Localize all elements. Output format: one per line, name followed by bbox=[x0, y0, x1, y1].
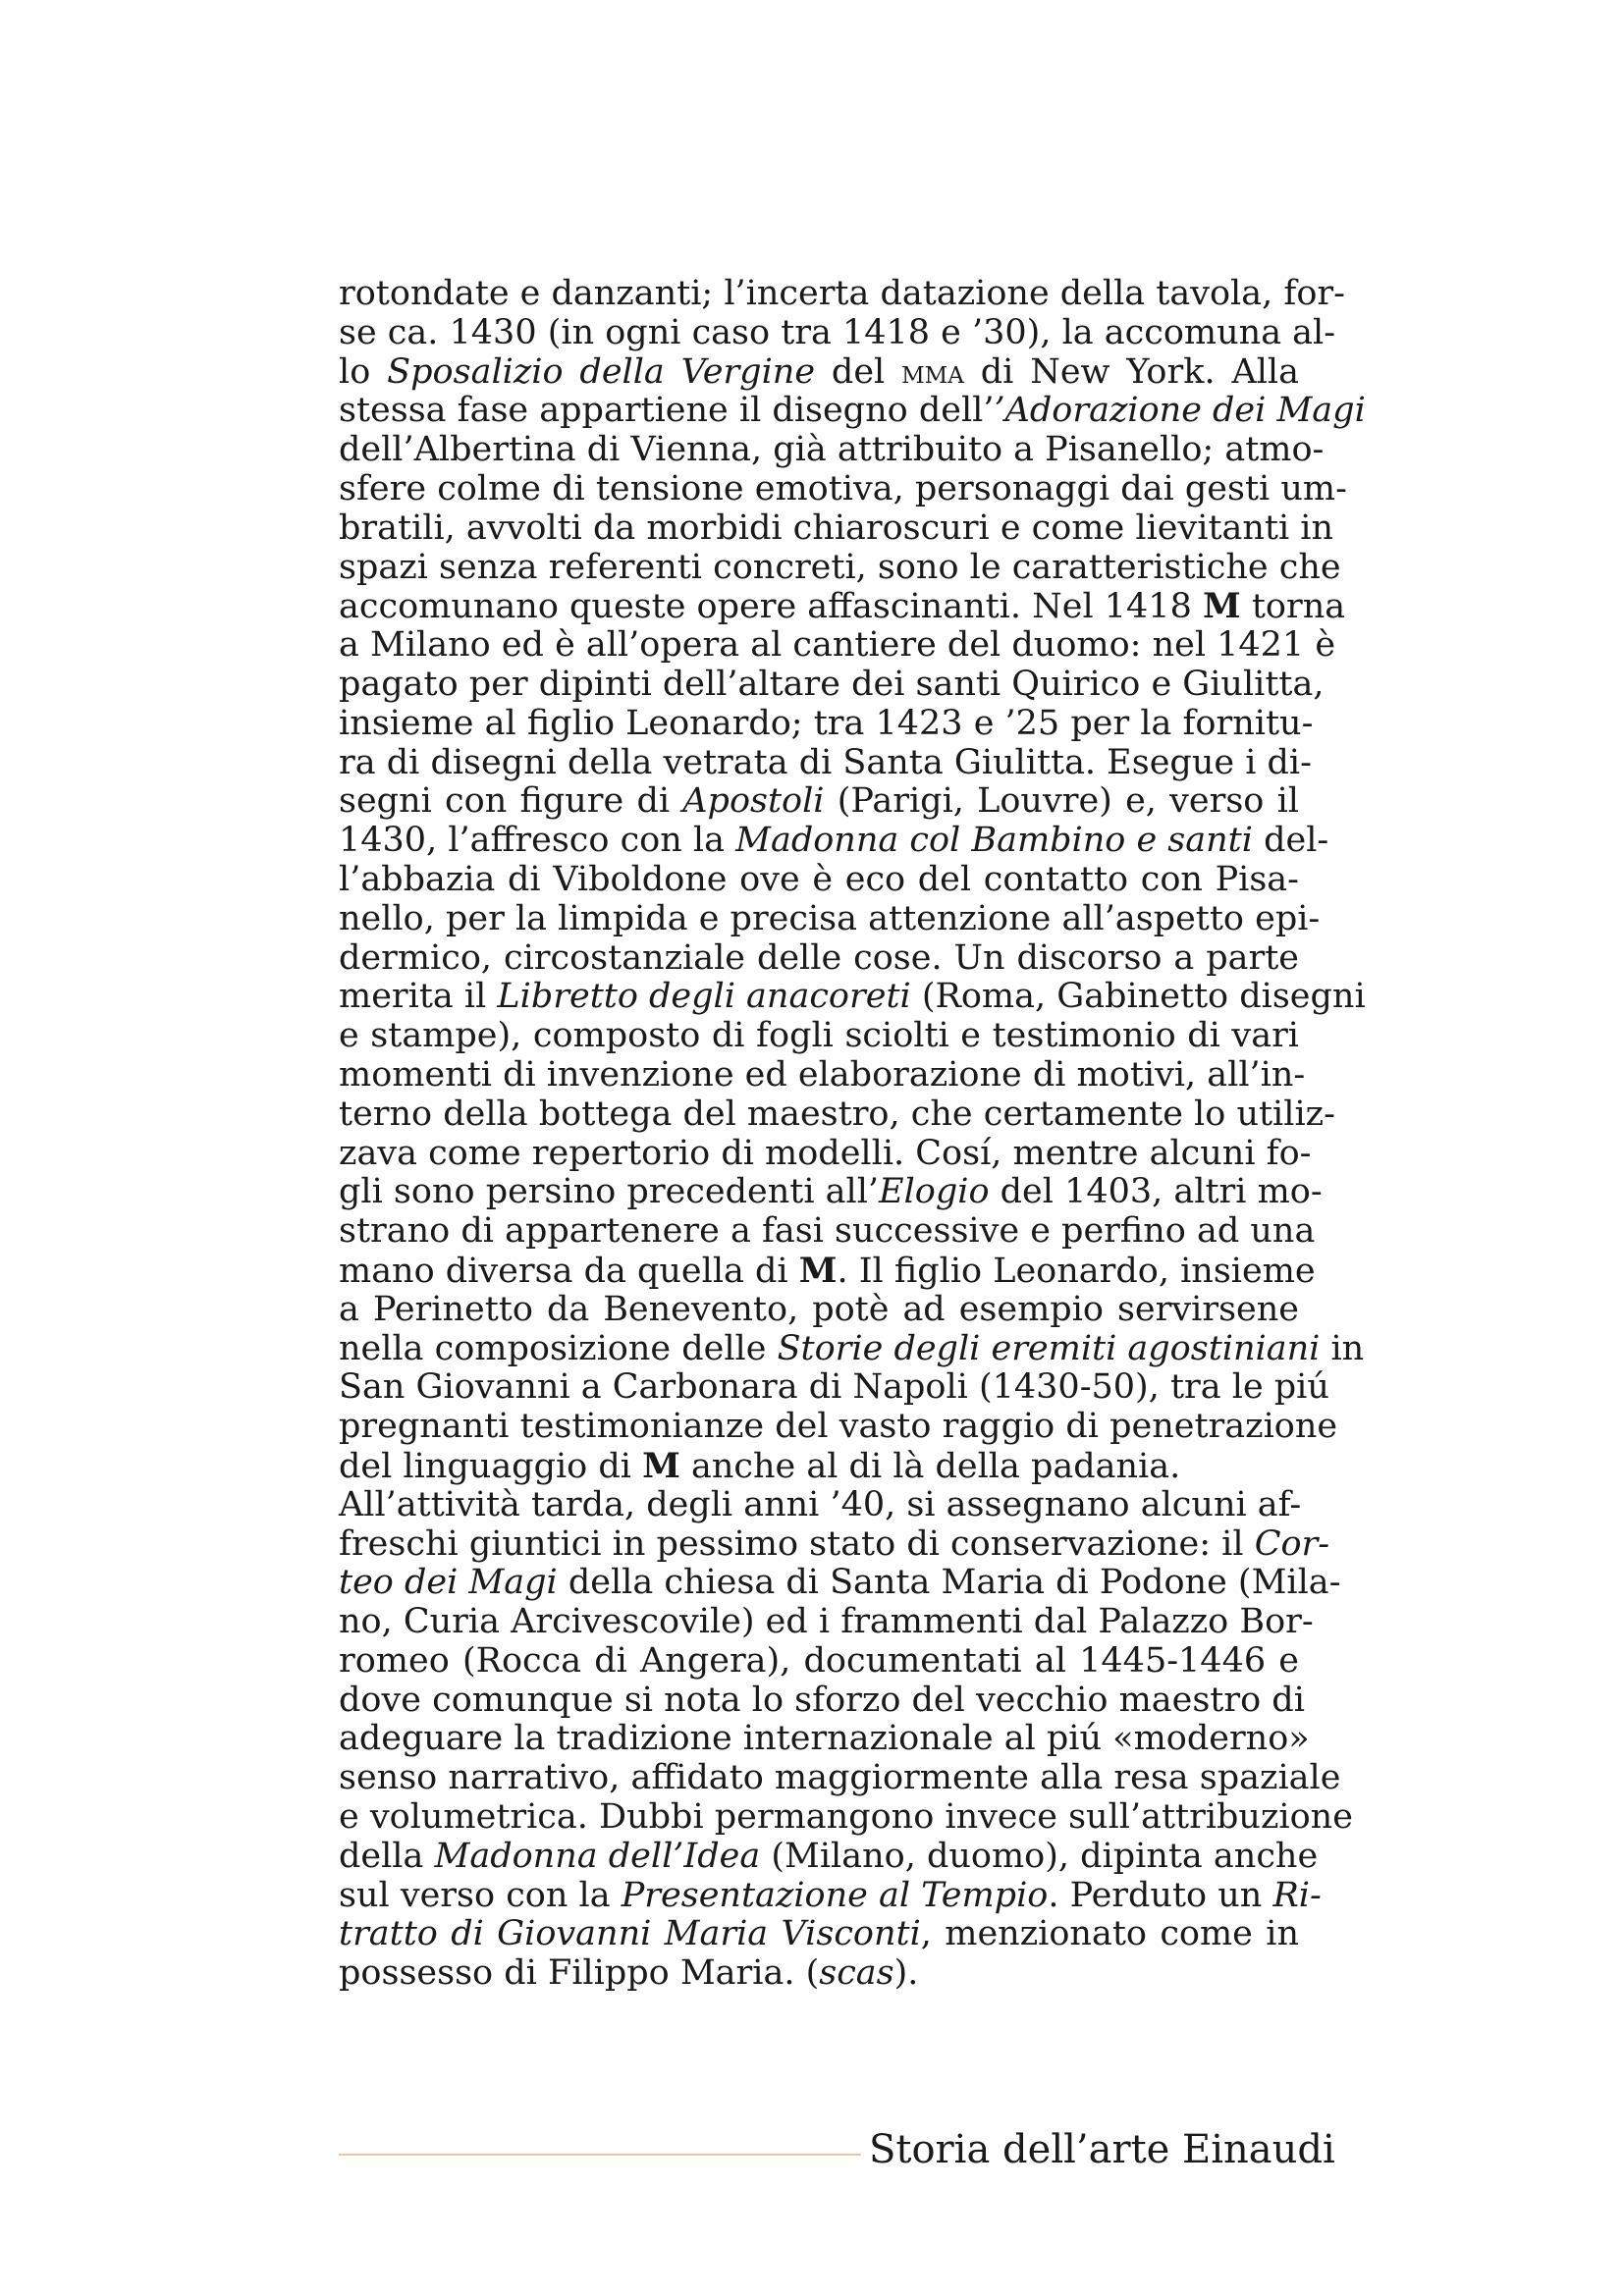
text-line bbox=[339, 1680, 1305, 1721]
text-span: torna bbox=[1240, 587, 1346, 627]
italic-text: Cor- bbox=[1254, 1523, 1330, 1564]
italic-text: ’Adorazione dei Magi bbox=[994, 391, 1366, 431]
text-line bbox=[339, 1875, 1322, 1916]
text-line bbox=[339, 1172, 1323, 1212]
text-span: ra di disegni della vetrata di Santa Giulitta. Esegue i di- bbox=[339, 742, 1312, 782]
italic-text: Madonna col Bambino e santi bbox=[735, 821, 1253, 861]
text-line bbox=[339, 1602, 1314, 1642]
text-line bbox=[339, 625, 1336, 666]
text-line bbox=[339, 1133, 1312, 1174]
italic-text: Ri- bbox=[1272, 1875, 1322, 1915]
text-line bbox=[339, 1954, 1299, 1994]
italic-text: Sposalizio della Vergine bbox=[387, 351, 816, 392]
bold-text: M bbox=[642, 1445, 680, 1486]
text-span: lo bbox=[339, 351, 388, 392]
text-span: ). bbox=[893, 1953, 919, 1994]
text-line bbox=[339, 1915, 1299, 1954]
text-line bbox=[339, 274, 1345, 314]
text-span: terno della bottega del maestro, che certamente lo utiliz- bbox=[339, 1094, 1335, 1134]
text-line bbox=[339, 1017, 1299, 1056]
text-span: e stampe), composto di fogli sciolti e testimonio di vari bbox=[339, 1016, 1299, 1056]
text-span: insieme al figlio Leonardo; tra 1423 e ’25 per la fornitu- bbox=[339, 703, 1314, 743]
italic-text: tratto di Giovanni Maria Visconti bbox=[339, 1914, 921, 1954]
text-span: San Giovanni a Carbonara di Napoli (1430-50), tra le piú bbox=[339, 1367, 1329, 1408]
text-span: nello, per la limpida e precisa attenzione all’aspetto epi- bbox=[339, 898, 1321, 938]
text-span: dermico, circostanziale delle cose. Un discorso a parte bbox=[339, 937, 1299, 978]
text-span: gli sono persino precedenti all’ bbox=[339, 1172, 880, 1212]
text-span: mano diversa da quella di bbox=[339, 1251, 799, 1291]
text-span: pagato per dipinti dell’altare dei santi Quirico e Giulitta, bbox=[339, 664, 1325, 704]
text-line bbox=[339, 898, 1321, 939]
text-line bbox=[339, 1563, 1341, 1603]
text-span: segni con figure di bbox=[339, 781, 683, 822]
footer-rule bbox=[339, 2154, 861, 2156]
text-span: . Perduto un bbox=[1048, 1875, 1273, 1915]
body-text bbox=[339, 274, 1366, 1994]
text-line bbox=[339, 664, 1325, 705]
italic-text: Presentazione al Tempio bbox=[621, 1875, 1049, 1915]
text-line bbox=[339, 742, 1312, 783]
text-span: momenti di invenzione ed elaborazione di motivi, all’in- bbox=[339, 1054, 1306, 1095]
italic-text: scas bbox=[819, 1953, 894, 1994]
text-line bbox=[339, 1523, 1330, 1565]
text-line bbox=[339, 1836, 1319, 1877]
text-span: anche al di là della padania. bbox=[679, 1446, 1181, 1486]
italic-text: teo dei Magi bbox=[339, 1563, 558, 1603]
text-line bbox=[339, 1094, 1335, 1135]
text-line bbox=[339, 703, 1314, 744]
bold-text: M bbox=[798, 1250, 838, 1291]
text-span: adeguare la tradizione internazionale al piú «moderno» bbox=[339, 1719, 1310, 1759]
text-line bbox=[339, 1054, 1306, 1095]
text-span: l’abbazia di Viboldone ove è eco del contatto con Pisa- bbox=[339, 859, 1299, 899]
text-line bbox=[339, 430, 1325, 470]
italic-text: Libretto degli anacoreti bbox=[497, 977, 911, 1017]
text-span: a Perinetto da Benevento, potè ad esempio servirsene bbox=[339, 1289, 1299, 1329]
text-span: freschi giuntici in pessimo stato di conservazione: il bbox=[339, 1523, 1255, 1564]
text-span: (Parigi, Louvre) e, verso il bbox=[824, 781, 1299, 822]
text-span: zava come repertorio di modelli. Cosí, mentre alcuni fo- bbox=[339, 1133, 1312, 1173]
text-span: . Il figlio Leonardo, insieme bbox=[837, 1251, 1316, 1291]
text-span: , menzionato come in bbox=[920, 1914, 1299, 1954]
text-line bbox=[339, 312, 1336, 353]
text-span: a Milano ed è all’opera al cantiere del duomo: nel 1421 è bbox=[339, 625, 1336, 666]
text-span: dell’Albertina di Vienna, già attribuito a Pisanello; atmo- bbox=[339, 430, 1325, 470]
text-span: nella composizione delle bbox=[339, 1328, 778, 1368]
text-span: della chiesa di Santa Maria di Podone (Mila- bbox=[557, 1563, 1341, 1603]
text-span: possesso di Filippo Maria. ( bbox=[339, 1953, 820, 1994]
text-line bbox=[339, 782, 1299, 822]
text-line bbox=[339, 939, 1299, 979]
text-line bbox=[339, 1642, 1299, 1682]
text-span: sul verso con la bbox=[339, 1875, 622, 1915]
text-span: (Milano, duomo), dipinta anche bbox=[760, 1836, 1319, 1876]
text-line bbox=[339, 861, 1299, 900]
text-span: sfere colme di tensione emotiva, personaggi dai gesti um- bbox=[339, 468, 1347, 508]
text-span: del 1403, altri mo- bbox=[989, 1172, 1323, 1212]
text-line bbox=[339, 468, 1347, 509]
text-span: se ca. 1430 (in ogni caso tra 1418 e ’30), la accomuna al- bbox=[339, 312, 1336, 352]
text-line bbox=[339, 1367, 1329, 1408]
text-span: pregnanti testimonianze del vasto raggio di penetrazione bbox=[339, 1407, 1338, 1447]
text-line bbox=[339, 1250, 1316, 1291]
text-line bbox=[339, 1407, 1338, 1447]
text-span: romeo (Rocca di Angera), documentati al 1445-1446 e bbox=[339, 1640, 1299, 1681]
text-line bbox=[339, 1758, 1341, 1798]
text-span: rotondate e danzanti; l’incerta datazione della tavola, for- bbox=[339, 274, 1345, 313]
text-span: della bbox=[339, 1836, 435, 1876]
text-line bbox=[339, 821, 1329, 861]
text-line bbox=[339, 1719, 1310, 1759]
text-line bbox=[339, 1328, 1365, 1369]
text-span: All’attività tarda, degli anni ’40, si assegnano alcuni af- bbox=[339, 1484, 1302, 1524]
text-span: senso narrativo, affidato maggiormente alla resa spaziale bbox=[339, 1758, 1341, 1798]
text-line bbox=[339, 586, 1346, 627]
text-span: del linguaggio di bbox=[339, 1446, 643, 1486]
text-span: di New York. Alla bbox=[963, 351, 1299, 392]
text-line bbox=[339, 353, 1299, 393]
bold-text: M bbox=[1202, 586, 1241, 627]
text-span: no, Curia Arcivescovile) ed i frammenti dal Palazzo Bor- bbox=[339, 1602, 1314, 1642]
italic-text: Apostoli bbox=[682, 781, 825, 822]
text-line bbox=[339, 1447, 1299, 1486]
text-span: strano di appartenere a fasi successive e perfino ad una bbox=[339, 1211, 1316, 1252]
text-span: spazi senza referenti concreti, sono le caratteristiche che bbox=[339, 547, 1341, 587]
text-line bbox=[339, 1797, 1353, 1838]
text-span: del- bbox=[1252, 821, 1329, 861]
text-span: accomunano queste opere affascinanti. Nel 1418 bbox=[339, 587, 1203, 627]
text-line bbox=[339, 1484, 1302, 1525]
text-line bbox=[339, 1211, 1316, 1252]
italic-text: Storie degli eremiti agostiniani bbox=[777, 1328, 1321, 1368]
footer-title: Storia dell’arte Einaudi bbox=[869, 2127, 1335, 2172]
text-span: del bbox=[815, 351, 902, 392]
text-line bbox=[339, 977, 1366, 1017]
text-line bbox=[339, 391, 1366, 431]
text-span: e volumetrica. Dubbi permangono invece sull’attribuzione bbox=[339, 1797, 1353, 1838]
text-span: 1430, l’affresco con la bbox=[339, 821, 736, 861]
text-span: dove comunque si nota lo sforzo del vecchio maestro di bbox=[339, 1680, 1305, 1720]
text-span: (Roma, Gabinetto disegni bbox=[910, 977, 1366, 1017]
italic-text: Elogio bbox=[879, 1172, 990, 1212]
text-span: stessa fase appartiene il disegno dell’ bbox=[339, 391, 995, 431]
smallcaps-text: mma bbox=[901, 352, 964, 391]
text-line bbox=[339, 547, 1341, 588]
text-span: bratili, avvolti da morbidi chiaroscuri e come lievitanti in bbox=[339, 507, 1334, 548]
italic-text: Madonna dell’Idea bbox=[434, 1836, 761, 1876]
text-span: merita il bbox=[339, 977, 498, 1017]
text-line bbox=[339, 1291, 1299, 1330]
text-span: in bbox=[1320, 1328, 1365, 1368]
text-line bbox=[339, 507, 1334, 549]
